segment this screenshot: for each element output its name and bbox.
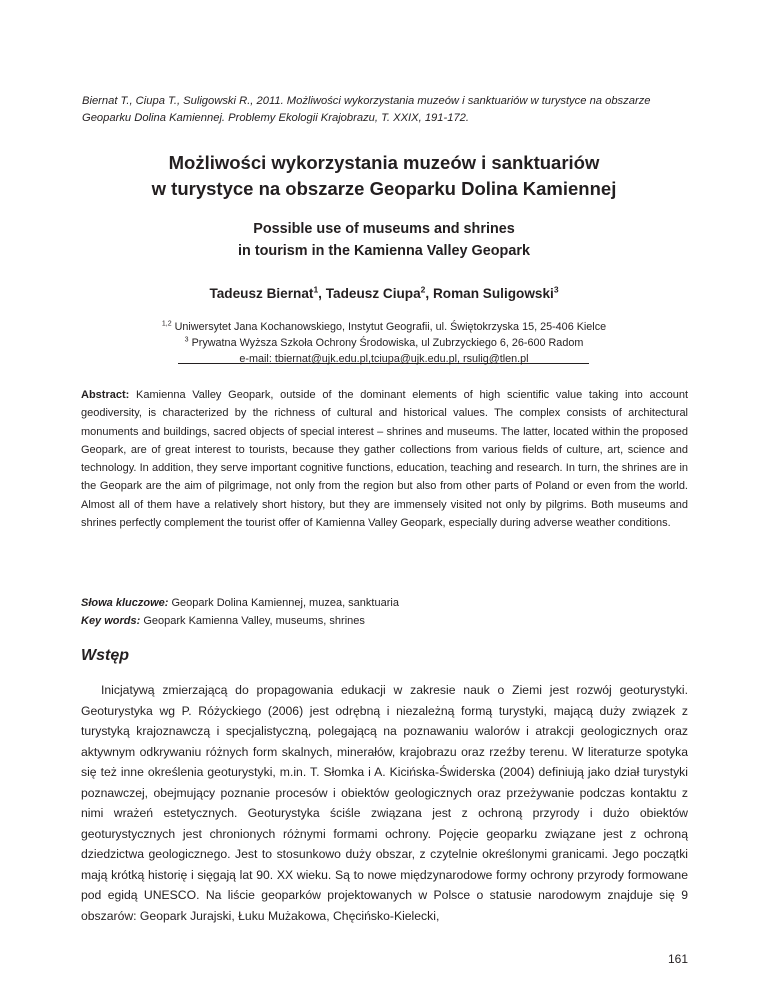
author-affiliation-mark: 2 (420, 284, 426, 295)
author-affiliation-mark: 3 (553, 284, 559, 295)
title-polish-line-2: w turystyce na obszarze Geoparku Dolina Kamiennej (151, 178, 617, 199)
email-line: e-mail: tbiernat@ujk.edu.pl,tciupa@ujk.edu.pl, rsulig@tlen.pl (239, 353, 529, 365)
author-affiliation-mark: 1 (313, 284, 319, 295)
author-name: Tadeusz Biernat (209, 286, 314, 301)
affiliation-mark: 3 (184, 336, 189, 344)
author-name: Tadeusz Ciupa (325, 286, 421, 301)
keywords-polish-text: Geopark Dolina Kamiennej, muzea, sanktuaria (168, 597, 399, 609)
keywords-english-label: Key words: (81, 615, 141, 627)
abstract-label: Abstract: (81, 389, 130, 401)
section-heading: Wstęp (81, 647, 129, 664)
keywords-polish (81, 594, 688, 612)
title-english-line-2: in tourism in the Kamienna Valley Geopark (238, 243, 530, 259)
body-text (81, 680, 688, 927)
author-separator: , (318, 286, 326, 301)
abstract-text: Kamienna Valley Geopark, outside of the dominant elements of high scientific value taking into account geodiversity, is characterized by the richness of cultural and historical values. The complex consists of architectural monuments and buildings, sacred objects of special interest – shrines and museums. The latter, located within the proposed Geopark, are of great interest to tourists, because they gather collections from various fields of culture, art, science and technology. In addition, they serve important cognitive functions, education, teaching and research. In turn, the shrines are in the Geopark are the aim of pilgrimage, not only from the region but also from other parts of Poland or even from the world. Almost all of them have a relatively short history, but they are immensely visited not only by pilgrims. Both museums and shrines perfectly complement the tourist offer of Kamienna Valley Geopark, especially during adverse weather conditions. (81, 389, 688, 530)
keywords-block (81, 594, 688, 630)
title-polish (80, 150, 688, 202)
citation-header: Biernat T., Ciupa T., Suligowski R., 2011. Możliwości wykorzystania muzeów i sanktuariów w turystyce na obszarze Geoparku Dolina Kamiennej. Problemy Ekologii Krajobrazu, T. XXIX, 191-172. (82, 95, 651, 124)
author-name: Roman Suligowski (432, 286, 554, 301)
affiliation-line (80, 335, 688, 351)
keywords-english-text: Geopark Kamienna Valley, museums, shrines (140, 615, 365, 627)
header-divider (178, 363, 589, 364)
abstract (81, 386, 688, 532)
title-polish-line-1: Możliwości wykorzystania muzeów i sanktuariów (168, 152, 600, 173)
title-english-line-1: Possible use of museums and shrines (253, 221, 515, 237)
affiliations (80, 319, 688, 367)
title-english (80, 218, 688, 262)
affiliation-text: Prywatna Wyższa Szkoła Ochrony Środowiska, ul Zubrzyckiego 6, 26-600 Radom (191, 337, 584, 349)
body-paragraph: Inicjatywą zmierzającą do propagowania edukacji w zakresie nauk o Ziemi jest rozwój geoturystyki. Geoturystyka wg P. Różyckiego (2006) jest odrębną i niezależną formą turystyki, mającą duży związek z turystyką krajoznawczą i specjalistyczną, polegającą na poznawaniu walorów i atrakcji geologicznych oraz aktywnym odkrywaniu różnych form skalnych, minerałów, krajobrazu oraz rzeźby terenu. W literaturze spotyka się też inne określenia geoturystyki, m.in. T. Słomka i A. Kicińska-Świderska (2004) definiują jako dział turystyki poznawczej, obejmujący poznanie procesów i obiektów geologicznych oraz przeżywanie podczas kontaktu z nimi wrażeń estetycznych. Geoturystyka ściśle związana jest z ochroną przyrody i dużo obiektów geoturystycznych jest chronionych różnymi formami ochrony. Pojęcie geoparku związane jest z ochroną dziedzictwa geologicznego. Jest to stosunkowo duży obszar, z czytelnie określonymi granicami. Jego początki mają krótką historię i sięgają lat 90. XX wieku. Są to nowe międzynarodowe formy ochrony przyrody formowane pod egidą UNESCO. Na liście geoparków projektowanych w Polsce o statusie narodowym znajduje się 9 obszarów: Geopark Jurajski, Łuku Mużakowa, Chęcińsko-Kielecki, (81, 683, 688, 924)
keywords-polish-label: Słowa kluczowe: (81, 597, 169, 609)
affiliation-mark: 1,2 (161, 320, 172, 328)
page-number: 161 (667, 952, 688, 966)
keywords-english (81, 612, 688, 630)
affiliation-line (80, 319, 688, 335)
author-list (80, 285, 688, 303)
affiliation-text: Uniwersytet Jana Kochanowskiego, Instytut Geografii, ul. Świętokrzyska 15, 25-406 Kielce (174, 321, 607, 333)
author-separator: , (425, 286, 433, 301)
